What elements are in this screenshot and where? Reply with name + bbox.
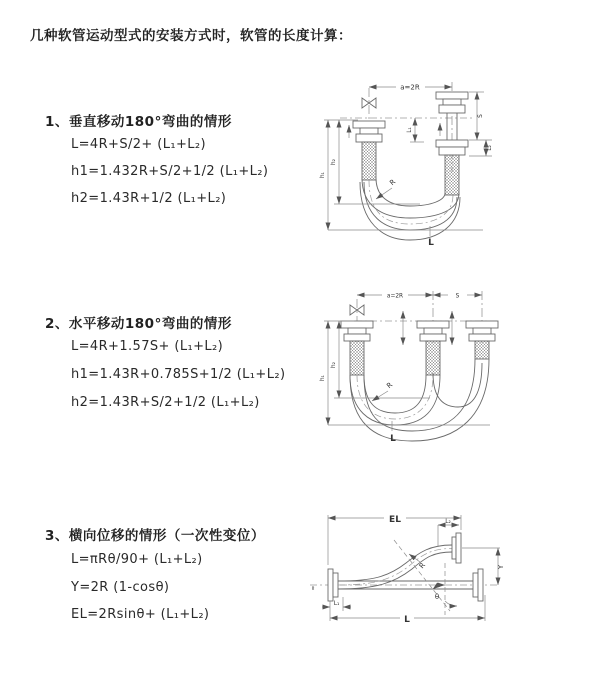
section-3-heading: 3、横向位移的情形（一次性变位）	[45, 528, 265, 544]
length-label: L	[404, 615, 410, 625]
left-flange	[328, 569, 338, 601]
dim-h2-label: h₂	[331, 159, 337, 165]
radius-leader	[372, 391, 388, 401]
break-mark: ≈	[311, 585, 317, 591]
hose-u-bend-positions	[350, 359, 489, 441]
right-end-fitting	[466, 321, 498, 359]
dim-el-label: EL	[389, 515, 401, 525]
diagram-horizontal-180-bend	[312, 283, 597, 468]
diagram-lateral-displacement	[302, 505, 600, 665]
diagram-vertical-180-bend	[312, 72, 594, 262]
section-1-formula-h2: h2=1.43R+1/2 (L₁+L₂)	[71, 191, 227, 206]
radius-label: R	[385, 380, 395, 391]
dim-l2-label: L₂	[487, 145, 493, 151]
dim-s-label: S	[478, 114, 484, 118]
section-3-formula-Y: Y=2R (1-cosθ)	[71, 580, 170, 595]
dim-h1-label: h₁	[320, 375, 326, 381]
section-1-formula-h1: h1=1.432R+S/2+1/2 (L₁+L₂)	[71, 164, 269, 179]
section-1-heading: 1、垂直移动180°弯曲的情形	[45, 114, 232, 130]
dim-a-label: a=2R	[386, 293, 404, 300]
section-2-heading: 2、水平移动180°弯曲的情形	[45, 316, 232, 332]
page-title: 几种软管运动型式的安装方式时，软管的长度计算：	[30, 28, 352, 44]
middle-end-fitting	[417, 321, 449, 375]
dim-h1-label: h₁	[320, 172, 326, 178]
section-3-formula-EL: EL=2Rsinθ+ (L₁+L₂)	[71, 607, 210, 622]
left-end-fitting	[353, 121, 385, 180]
dim-l2-label: L₂	[445, 519, 451, 525]
radius-label: R	[388, 177, 398, 188]
left-end-fitting	[341, 321, 373, 375]
radius-label: R	[417, 561, 428, 571]
section-3-formula-L: L=πRθ/90+ (L₁+L₂)	[71, 552, 203, 567]
angle-construction	[394, 540, 457, 615]
angle-label: θ	[434, 593, 440, 601]
dim-h2-label: h₂	[331, 362, 337, 368]
section-2-formula-h2: h2=1.43R+S/2+1/2 (L₁+L₂)	[71, 395, 260, 410]
right-end-fitting	[436, 92, 468, 195]
dim-l1-label: L₁	[407, 127, 413, 133]
length-label: L	[428, 238, 434, 248]
dim-l1-label: L₁	[333, 601, 340, 607]
dim-s-label: S	[455, 293, 460, 300]
section-2-formula-h1: h1=1.43R+0.785S+1/2 (L₁+L₂)	[71, 367, 286, 382]
hose-displaced-position	[338, 545, 452, 589]
section-1-formula-L: L=4R+S/2+ (L₁+L₂)	[71, 137, 207, 152]
dim-a-label: a=2R	[400, 83, 420, 92]
section-2-formula-L: L=4R+1.57S+ (L₁+L₂)	[71, 339, 224, 354]
dim-y-label: Y	[497, 564, 505, 570]
right-upper-flange	[452, 533, 461, 563]
right-lower-flange	[473, 569, 483, 601]
length-label: L	[390, 434, 396, 444]
